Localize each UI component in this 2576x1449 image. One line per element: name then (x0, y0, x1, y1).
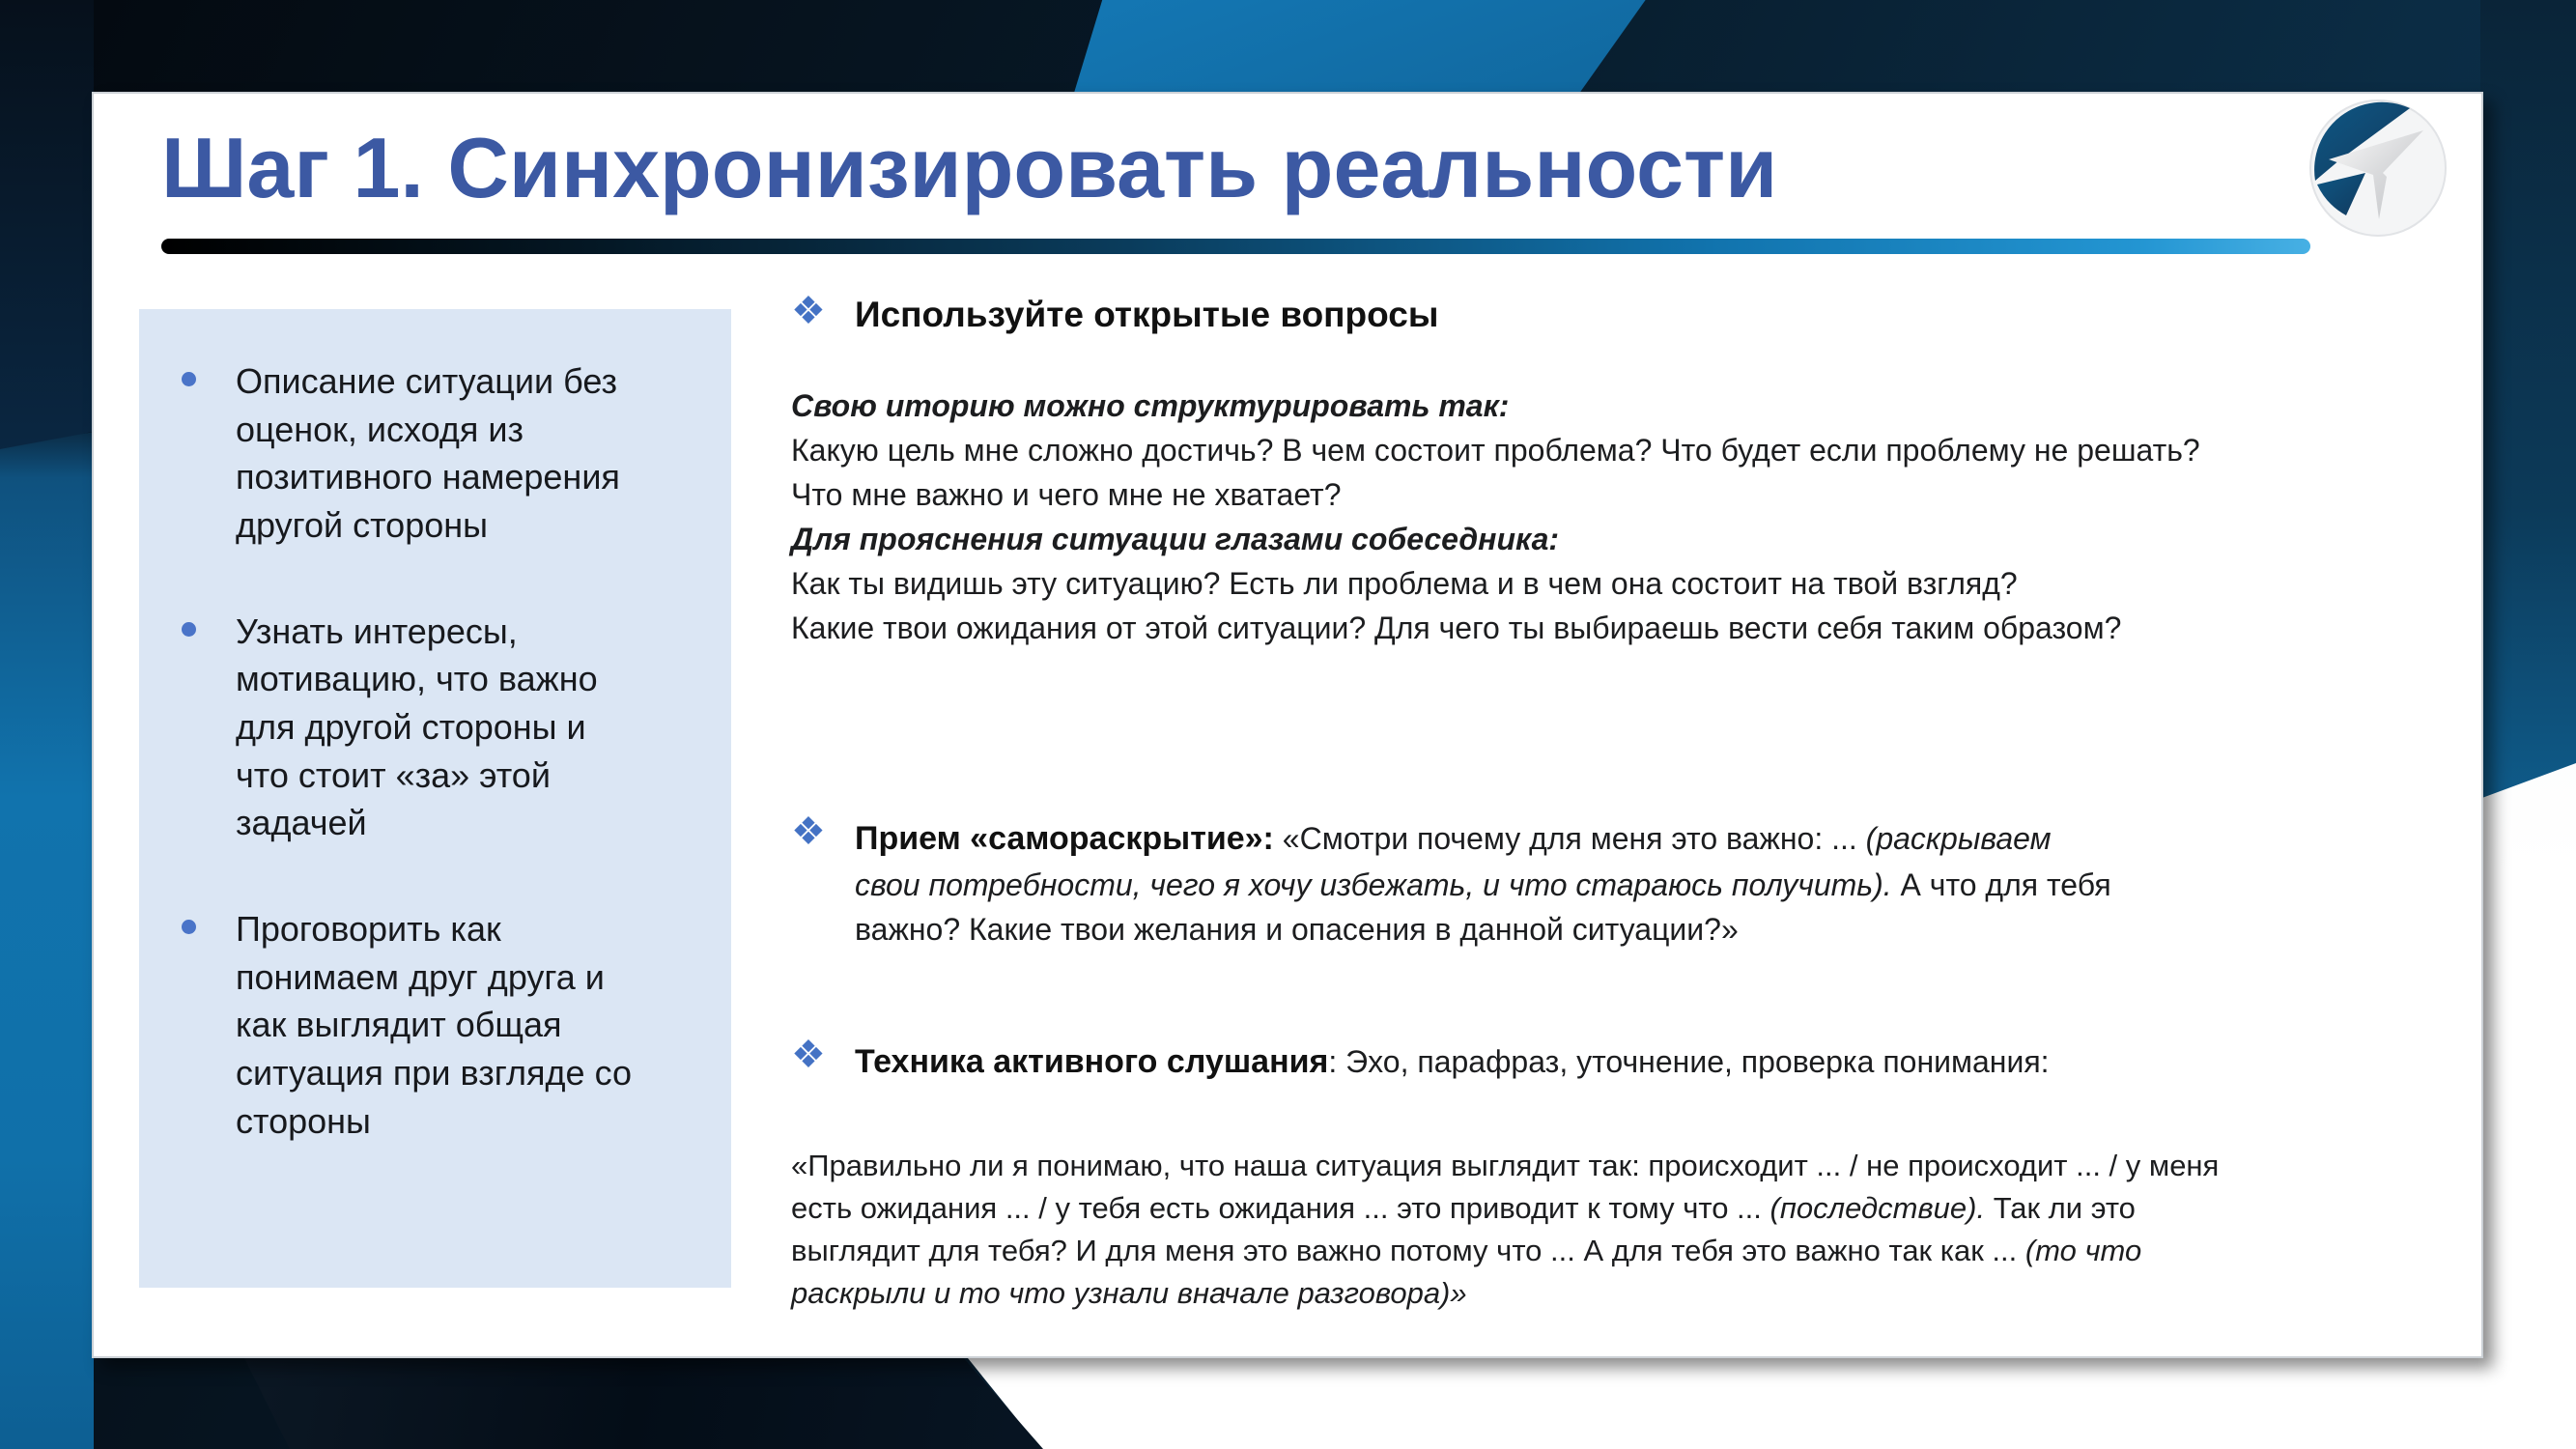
diamond-bullet-icon: ❖ (791, 1034, 826, 1076)
slide-card (92, 92, 2483, 1358)
section-self-disclosure (791, 810, 2124, 952)
list-item (176, 905, 707, 1145)
section-heading-suffix: : Эхо, парафраз, уточнение, проверка понимания: (1328, 1044, 2050, 1079)
bullet-dot-icon (182, 372, 196, 386)
left-panel (139, 309, 731, 1288)
bullet-dot-icon (182, 920, 196, 934)
section-text: «Смотри почему для меня это важно: ... (1282, 821, 1857, 856)
title-underline-bar (161, 239, 2310, 254)
script-text: «Правильно ли я понимаю, что наша ситуация выглядит так: происходит ... / не происходит ... / у меня есть ожидания ... / у тебя есть ожидания ... это приводит к тому что ... (791, 1149, 2220, 1226)
company-logo (2306, 96, 2450, 241)
bullet-text: Проговорить как понимаем друг друга и как выглядит общая ситуация при взгляде со стороны (236, 909, 632, 1141)
script-text-italic: (последствие). (1769, 1191, 1986, 1226)
section-text: А что для тебя важно? Какие твои желания и опасения в данной ситуации?» (855, 867, 2111, 948)
section-heading: Используйте открытые вопросы (855, 295, 1439, 334)
bullet-text: Описание ситуации без оценок, исходя из позитивного намерения другой стороны (236, 361, 620, 546)
script-text: Так ли это выглядит для тебя? И для меня это важно потому что ... А для тебя это важно так как ... (791, 1191, 2136, 1268)
diamond-bullet-icon: ❖ (791, 810, 826, 853)
question-text: Какие твои ожидания от этой ситуации? Для чего ты выбираешь вести себя таким образом? (791, 611, 2122, 646)
section-active-listening (791, 1034, 2105, 1086)
list-item (176, 608, 707, 847)
slide-title: Шаг 1. Синхронизировать реальности (161, 120, 1778, 215)
question-text: Как ты видишь эту ситуацию? Есть ли проблема и в чем она состоит на твой взгляд? (791, 566, 2018, 602)
active-listening-script (791, 1145, 2240, 1315)
question-text: Какую цель мне сложно достичь? В чем состоит проблема? Что будет если проблему не решать? Что мне важно и чего мне не хватает? (791, 433, 2200, 513)
diamond-bullet-icon: ❖ (791, 290, 826, 332)
section-heading: Прием «самораскрытие»: (855, 820, 1274, 857)
bullet-list (139, 309, 731, 1145)
section-text-italic: (раскрываем свои потребности, чего я хочу избежать, и что стараюсь получить). (855, 821, 2052, 902)
section-heading: Техника активного слушания (855, 1043, 1329, 1080)
script-text-italic: (то что раскрыли и то что узнали вначале разговора)» (791, 1234, 2142, 1311)
lead-line: Для прояснения ситуации глазами собеседника: (791, 522, 1560, 557)
background-shape-left-dark (0, 0, 94, 454)
open-questions-body (791, 384, 2240, 650)
list-item (176, 357, 707, 550)
lead-line: Свою иторию можно структурировать так: (791, 388, 1510, 423)
section-open-questions (791, 290, 2298, 335)
bullet-dot-icon (182, 622, 196, 637)
bullet-text: Узнать интересы, мотивацию, что важно для другой стороны и что стоит «за» этой задачей (236, 611, 598, 843)
